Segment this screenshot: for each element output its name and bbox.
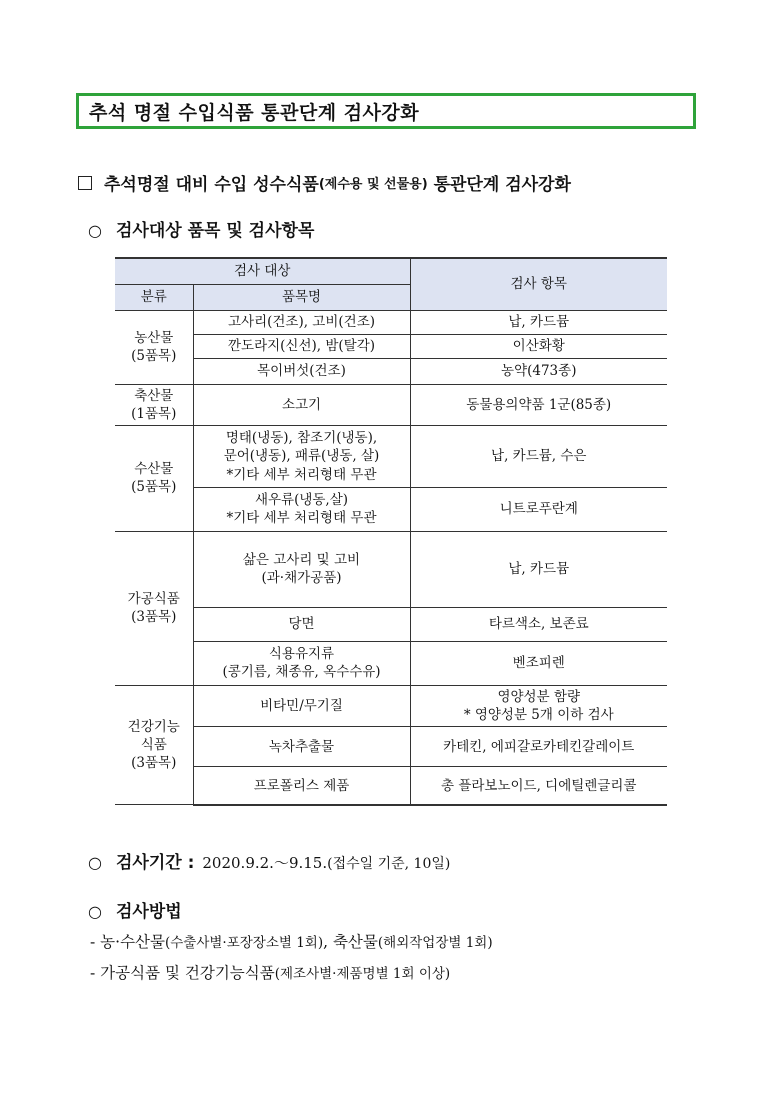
table-row	[115, 358, 667, 384]
document-title: 추석 명절 수입식품 통관단계 검사강화	[89, 101, 420, 124]
category-cell: 축산물 (1품목)	[115, 384, 193, 425]
inspection-table	[115, 257, 667, 806]
method-label: 검사방법	[115, 902, 182, 922]
inspect-item-cell: 납, 카드뮴	[410, 531, 667, 607]
period-value: 2020.9.2.～9.15.	[202, 854, 328, 872]
inspect-item-cell: 타르색소, 보존료	[410, 607, 667, 641]
method-line1-mid: , 축산물	[323, 933, 378, 951]
main-heading	[78, 170, 571, 195]
header-item-name: 품목명	[193, 284, 410, 310]
section-method	[88, 897, 182, 922]
table-row	[115, 310, 667, 334]
category-cell: 건강기능 식품 (3품목)	[115, 685, 193, 804]
inspect-item-cell: 납, 카드뮴, 수은	[410, 425, 667, 487]
item-name-cell: 소고기	[193, 384, 410, 425]
table-row	[115, 641, 667, 685]
category-cell: 수산물 (5품목)	[115, 425, 193, 531]
inspect-item-cell: 니트로푸란계	[410, 487, 667, 531]
inspect-item-cell: 이산화황	[410, 334, 667, 358]
header-inspect-items: 검사 항목	[410, 258, 667, 310]
category-cell: 농산물 (5품목)	[115, 310, 193, 384]
inspect-item-cell: 총 플라보노이드, 디에틸렌글리콜	[410, 767, 667, 805]
item-name-cell: 명태(냉동), 참조기(냉동), 문어(냉동), 패류(냉동, 살) *기타 세부 처리형태 무관	[193, 425, 410, 487]
section-targets	[88, 216, 314, 241]
table-row	[115, 425, 667, 487]
item-name-cell: 녹차추출물	[193, 727, 410, 767]
period-label: 검사기간 :	[115, 853, 195, 873]
table-row	[115, 727, 667, 767]
item-name-cell: 깐도라지(신선), 밤(탈각)	[193, 334, 410, 358]
section-targets-label: 검사대상 품목 및 검사항목	[115, 221, 315, 241]
method-line1-paren1: (수출사별·포장장소별 1회)	[164, 935, 324, 951]
inspect-item-cell: 농약(473종)	[410, 358, 667, 384]
table-row	[115, 384, 667, 425]
table-row	[115, 685, 667, 726]
item-name-cell: 목이버섯(건조)	[193, 358, 410, 384]
inspect-item-cell: 카테킨, 에피갈로카테킨갈레이트	[410, 727, 667, 767]
section-period	[88, 848, 450, 873]
inspect-item-cell: 영양성분 함량 * 영양성분 5개 이하 검사	[410, 685, 667, 726]
method-line2-paren: (제조사별·제품명별 1회 이상)	[274, 966, 451, 982]
circle-bullet-icon: ○	[88, 902, 102, 921]
method-line1-main: - 농·수산물	[90, 933, 165, 951]
inspect-item-cell: 동물용의약품 1군(85종)	[410, 384, 667, 425]
square-bullet-icon	[78, 176, 92, 190]
item-name-cell: 비타민/무기질	[193, 685, 410, 726]
period-note: (접수일 기준, 10일)	[327, 856, 451, 872]
table-row	[115, 334, 667, 358]
heading-tail: 통관단계 검사강화	[427, 175, 571, 195]
header-target-group: 검사 대상	[115, 258, 410, 284]
document-title-box	[76, 93, 696, 129]
item-name-cell: 프로폴리스 제품	[193, 767, 410, 805]
item-name-cell: 식용유지류 (콩기름, 채종유, 옥수수유)	[193, 641, 410, 685]
method-line-2	[90, 961, 450, 983]
table-body	[115, 310, 667, 805]
circle-bullet-icon: ○	[88, 221, 102, 240]
method-line2-main: - 가공식품 및 건강기능식품	[90, 964, 275, 982]
item-name-cell: 삶은 고사리 및 고비 (과·채가공품)	[193, 531, 410, 607]
table-row	[115, 607, 667, 641]
header-category: 분류	[115, 284, 193, 310]
item-name-cell: 고사리(건조), 고비(건조)	[193, 310, 410, 334]
method-line1-paren2: (해외작업장별 1회)	[377, 935, 493, 951]
heading-paren: (제수용 및 선물용)	[318, 177, 428, 192]
table-row	[115, 487, 667, 531]
item-name-cell: 새우류(냉동,살) *기타 세부 처리형태 무관	[193, 487, 410, 531]
method-line-1	[90, 930, 493, 952]
category-cell: 가공식품 (3품목)	[115, 531, 193, 685]
table-row	[115, 531, 667, 607]
circle-bullet-icon: ○	[88, 853, 102, 872]
heading-main: 추석명절 대비 수입 성수식품	[104, 175, 319, 195]
inspect-item-cell: 벤조피렌	[410, 641, 667, 685]
inspect-item-cell: 납, 카드뮴	[410, 310, 667, 334]
table-row	[115, 767, 667, 805]
item-name-cell: 당면	[193, 607, 410, 641]
